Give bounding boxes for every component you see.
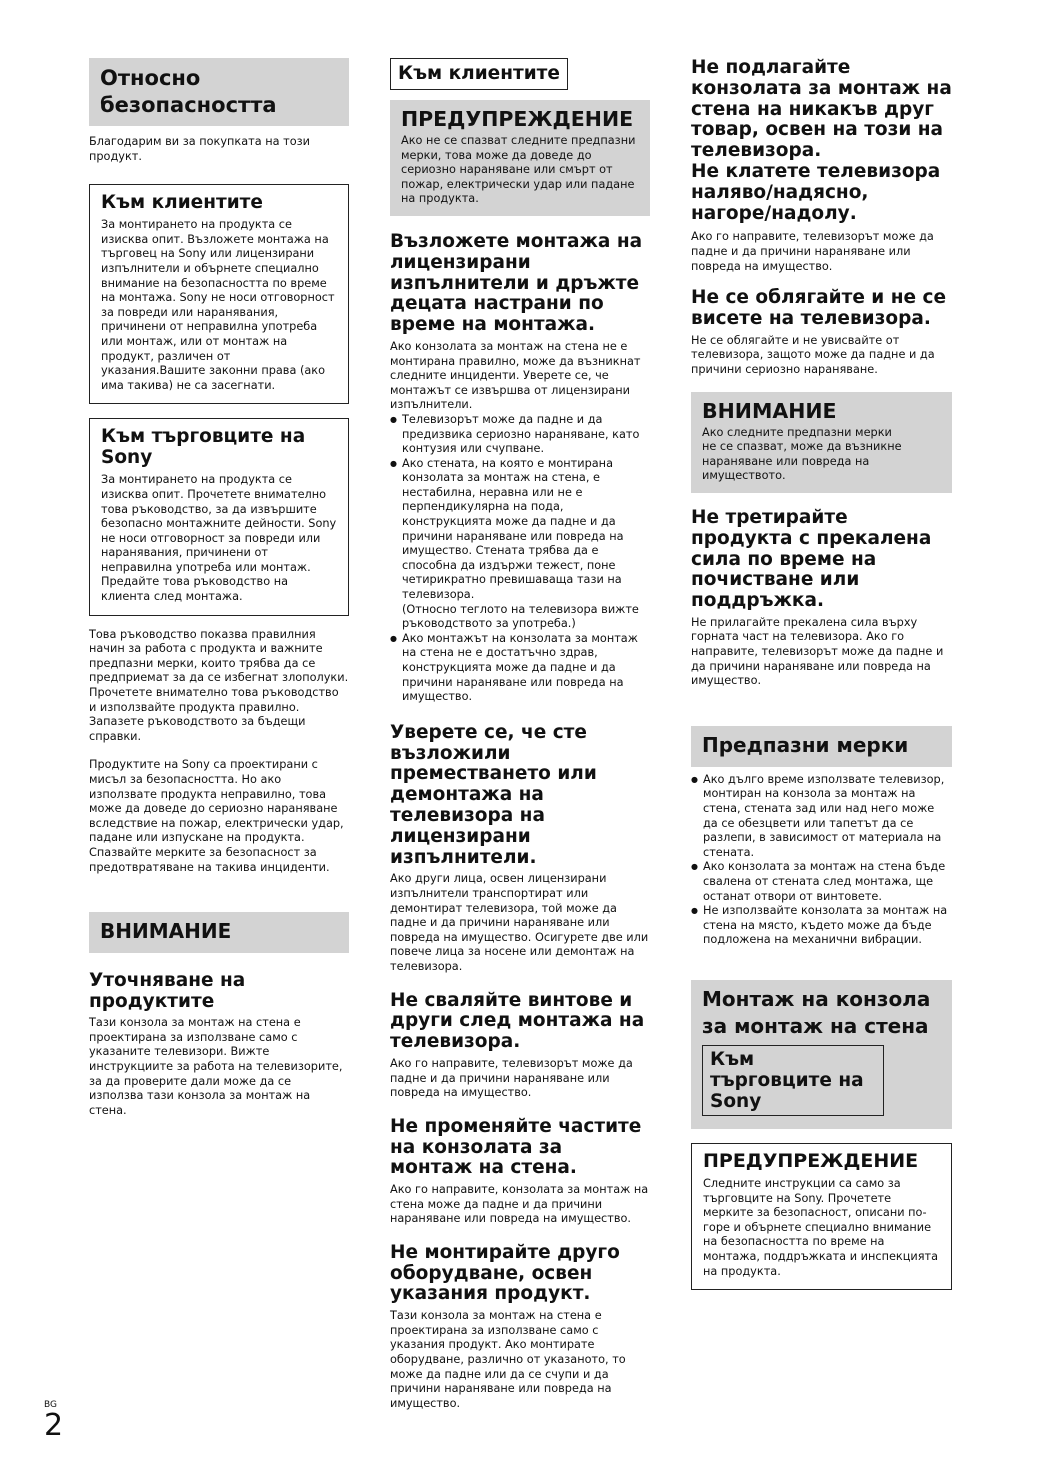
s2-text: Ако други лица, освен лицензирани изпълнители транспортират или демонтират телевизора, той може да падне и да причини нараняване или повреда на имущество. Осигурете две или повече лица за носене или демонтаж на телевизора. (390, 872, 649, 973)
page-language: BG (44, 1400, 57, 1410)
install-dealers-box (702, 1045, 884, 1116)
column-middle (390, 58, 650, 1411)
column-left (89, 58, 349, 1118)
lean-heading: Не се облягайте и не се висете на телевизора. (691, 287, 946, 329)
page-number (44, 1400, 63, 1442)
precautions-list (691, 773, 952, 948)
customers-heading: Към клиентите (101, 192, 263, 214)
install-title: Монтаж на конзола за монтаж на стена (702, 986, 931, 1038)
safety-title: Относно безопасността (100, 66, 277, 117)
customers-box (89, 184, 349, 404)
s3-heading: Не сваляйте винтове и други след монтажа на телевизора. (390, 989, 645, 1053)
safety-title-box (89, 58, 349, 126)
caution-title-box (89, 912, 349, 953)
force-heading: Не третирайте продукта с прекалена сила по време на почистване или поддръжка. (691, 506, 932, 612)
spec-text: Тази конзола за монтаж на стена е проектирана за използване само с указаните телевизори. Вижте инструкциите за работа на телевизорите, за да проверите дали може да се използва тази конзола за монтаж на стена. (89, 1016, 343, 1117)
customers-text: За монтирането на продукта се изисква опит. Възложете монтажа на търговец на Sony или лицензирани изпълнители и обърнете специално внимание на безопасността по време на монтажа. Sony не носи отговорност за повреди или наранявания, причинени от неправилна употреба или монтаж, или от монтаж на продукт, различен от указания.Вашите законни права (ако има такива) не са засегнати. (101, 218, 335, 392)
load-heading: Не подлагайте конзолата за монтаж на стена на никакъв друг товар, освен на този на телевизора. Не клатете телевизора наляво/надясно, нагоре/надолу. (691, 57, 952, 224)
customers-label: Към клиентите (398, 63, 560, 84)
precautions-title: Предпазни мерки (702, 732, 909, 757)
s2-heading: Уверете се, че сте възложили преместването или демонтажа на телевизора на лицензирани изпълнители. (390, 721, 597, 868)
dealers-text: За монтирането на продукта се изисква опит. Прочетете внимателно това ръководство, за да извършите безопасно монтажните дейности. Sony не носи отговорност за повреди или наранявания, причинени от неправилна употреба или монтаж. Предайте това ръководство на клиента след монтажа. (101, 473, 337, 604)
s4-heading: Не променяйте частите на конзолата за монтаж на стена. (390, 1115, 642, 1179)
dealer-warning-text: Следните инструкции са само за търговците на Sony. Прочетете мерките за безопасност, описани по-горе и обърнете специално внимание на безопасността по време на монтажа, поддръжката и инспекцията на продукта. (703, 1176, 939, 1278)
caution-title: ВНИМАНИЕ (100, 919, 232, 944)
page-number-value: 2 (44, 1408, 64, 1443)
manual-intro-text: Това ръководство показва правилния начин за работа с продукта и важните предпазни мерки, които трябва да се предприемат за да се избегнат злополуки. Прочетете внимателно това ръководство и използвайте продукта правилно. Запазете ръководството за бъдещи справки. (89, 627, 349, 743)
precaution-item: ● Ако дълго време използвате телевизор, монтиран на конзола за монтаж на стена, стената зад или над него може да се обезцвети или тапетът да се разлепи, в зависимост от материала на стената. (691, 773, 952, 861)
lean-text: Не се облягайте и не увисвайте от телевизора, защото може да падне и да причини сериозно нараняване. (691, 333, 935, 376)
install-dealers-label: Към търговците на Sony (710, 1048, 864, 1112)
precaution-item: ● Ако конзолата за монтаж на стена бъде свалена от стената след монтажа, ще останат отвори от винтовете. (691, 860, 952, 904)
dealer-warning-heading: ПРЕДУПРЕЖДЕНИЕ (703, 1149, 919, 1172)
s1-bullet: ● Ако стената, на която е монтирана конзолата за монтаж на стена, е нестабилна, неравна или не е перпендикулярна на пода, конструкцията може да падне и да причини нараняване или повреда на имущество. Стената трябва да е способна да издържи тежест, поне четирикратно превишаваща тази на телевизора. (Относно теглото на телевизора вижте ръководството за употреба.) (390, 457, 650, 632)
caution-text: Ако следните предпазни мерки не се спазват, може да възникне нараняване или повреда на имуществото. (702, 425, 902, 483)
thanks-text: Благодарим ви за покупката на този продукт. (89, 135, 310, 163)
customers-label-box (390, 58, 568, 90)
s1-heading: Възложете монтажа на лицензирани изпълнители и дръжте децата настрани по време на монтажа. (390, 230, 643, 336)
caution-box (691, 392, 952, 493)
spec-heading: Уточняване на продуктите (89, 970, 246, 1013)
s4-text: Ако го направите, конзолата за монтаж на стена може да падне и да причини нараняване или повреда на имущество. (390, 1183, 649, 1226)
install-title-box (691, 980, 952, 1129)
dealer-warning-box (691, 1143, 952, 1290)
load-text: Ако го направите, телевизорът може да падне и да причини нараняване или повреда на имущество. (691, 230, 934, 273)
s1-bullet: ● Телевизорът може да падне и да предизвика сериозно нараняване, като контузия или счупване. (390, 413, 650, 457)
dealers-box (89, 418, 349, 615)
s5-text: Тази конзола за монтаж на стена е проектирана за използване само с указания продукт. Ако монтирате оборудване, различно от указаното, то може да падне или да се счупи и да причини нараняване или повреда на имущество. (390, 1309, 626, 1410)
column-right (691, 58, 952, 1290)
s3-text: Ако го направите, телевизорът може да падне и да причини нараняване или повреда на имущество. (390, 1056, 633, 1100)
s1-bullet: ● Ако монтажът на конзолата за монтаж на стена не е достатъчно здрав, конструкцията може да падне и да причини нараняване или повреда на имущество. (390, 632, 650, 705)
warning-box (390, 100, 650, 216)
warning-text: Ако не се спазват следните предпазни мерки, това може да доведе до сериозно нараняване или смърт от пожар, електрически удар или падане на продукта. (401, 134, 636, 206)
precaution-item: ● Не използвайте конзолата за монтаж на стена на място, където може да бъде подложена на механични вибрации. (691, 904, 952, 948)
precautions-title-box (691, 726, 952, 767)
dealers-heading: Към търговците на Sony (101, 426, 306, 469)
s1-bullets (390, 413, 650, 705)
sony-safety-text: Продуктите на Sony са проектирани с мисъл за безопасността. Но ако използвате продукта неправилно, това може да доведе до сериозно нараняване вследствие на пожар, електрически удар, падане или изпускане на продукта. Спазвайте мерките за безопасност за предотвратяване на такива инциденти. (89, 758, 344, 874)
s5-heading: Не монтирайте друго оборудване, освен указания продукт. (390, 1241, 620, 1305)
caution-heading: ВНИМАНИЕ (702, 398, 837, 423)
s1-intro: Ако конзолата за монтаж на стена не е монтирана правилно, може да възникнат следните инциденти. Уверете се, че монтажът се извършва от лицензирани изпълнители. (390, 339, 641, 412)
warning-heading: ПРЕДУПРЕЖДЕНИЕ (401, 107, 634, 131)
force-text: Не прилагайте прекалена сила върху горната част на телевизора. Ако го направите, телевизорът може да падне и да причини нараняване или повреда на имущество. (691, 615, 944, 688)
